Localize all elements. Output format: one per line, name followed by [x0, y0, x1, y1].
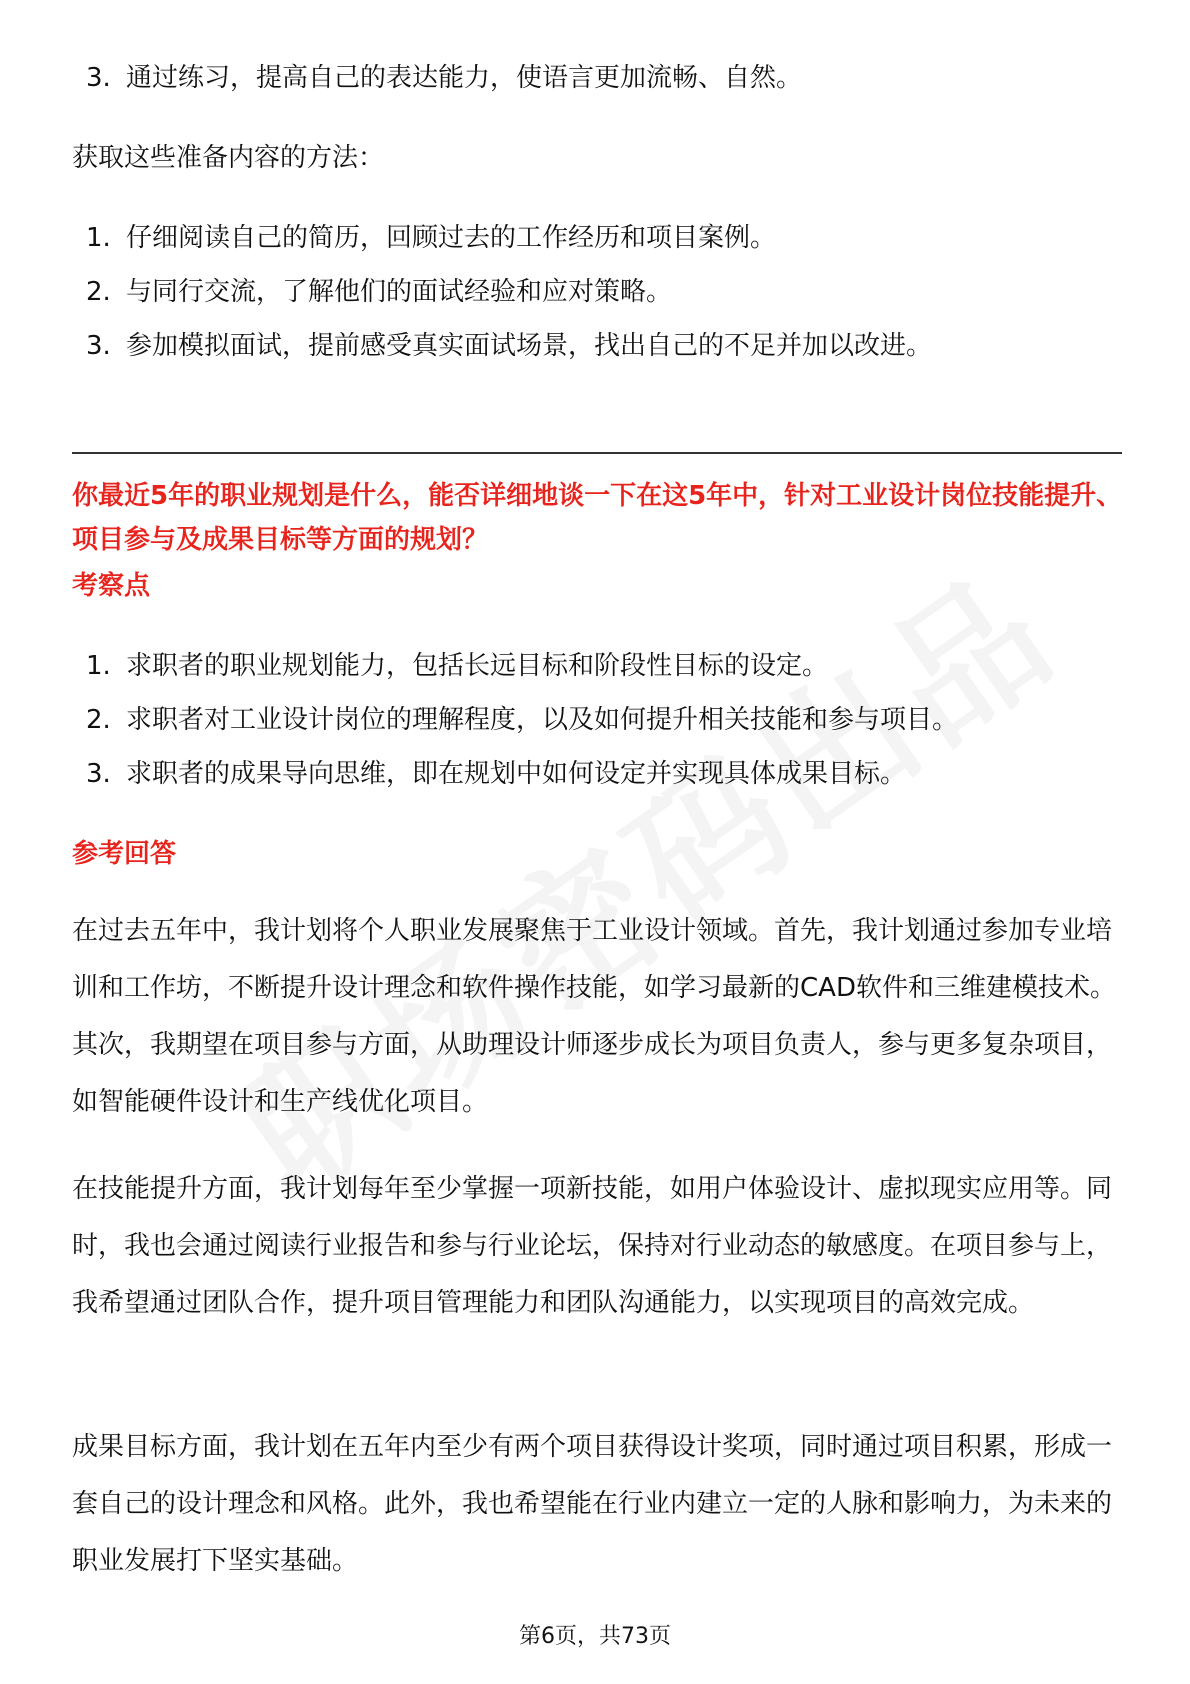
list-number: 1. — [86, 223, 111, 253]
list-text: 仔细阅读自己的简历，回顾过去的工作经历和项目案例。 — [126, 223, 777, 253]
interview-question: 你最近5年的职业规划是什么，能否详细地谈一下在这5年中，针对工业设计岗位技能提升、项目参与及成果目标等方面的规划？ — [72, 481, 1123, 555]
list-item — [86, 754, 1126, 794]
answer-paragraph: 在过去五年中，我计划将个人职业发展聚焦于工业设计领域。首先，我计划通过参加专业培训和工作坊，不断提升设计理念和软件操作技能，如学习最新的CAD软件和三维建模技术。其次，我期望在项目参与方面，从助理设计师逐步成长为项目负责人，参与更多复杂项目，如智能硬件设计和生产线优化项目。 — [72, 916, 1116, 1117]
list-item — [86, 646, 1126, 686]
list-text: 通过练习，提高自己的表达能力，使语言更加流畅、自然。 — [126, 63, 803, 93]
list-item — [86, 272, 1126, 312]
answer-paragraph: 成果目标方面，我计划在五年内至少有两个项目获得设计奖项，同时通过项目积累，形成一套自己的设计理念和风格。此外，我也希望能在行业内建立一定的人脉和影响力，为未来的职业发展打下坚实基础。 — [72, 1432, 1113, 1576]
list-item — [86, 218, 1126, 258]
section-divider — [72, 452, 1122, 454]
list-number: 2. — [86, 277, 111, 307]
list-text: 求职者对工业设计岗位的理解程度，以及如何提升相关技能和参与项目。 — [126, 705, 959, 735]
list-item — [86, 326, 1126, 366]
list-number: 3. — [86, 63, 111, 93]
answer-heading: 参考回答 — [72, 839, 177, 869]
list-item — [86, 700, 1126, 740]
methods-heading: 获取这些准备内容的方法： — [72, 143, 385, 173]
list-number: 3. — [86, 759, 111, 789]
list-number: 2. — [86, 705, 111, 735]
list-item — [86, 58, 1126, 98]
list-number: 3. — [86, 331, 111, 361]
exam-points-heading: 考察点 — [72, 571, 151, 601]
list-text: 求职者的职业规划能力，包括长远目标和阶段性目标的设定。 — [126, 651, 829, 681]
list-text: 与同行交流，了解他们的面试经验和应对策略。 — [126, 277, 673, 307]
answer-paragraph: 在技能提升方面，我计划每年至少掌握一项新技能，如用户体验设计、虚拟现实应用等。同时，我也会通过阅读行业报告和参与行业论坛，保持对行业动态的敏感度。在项目参与上，我希望通过团队合作，提升项目管理能力和团队沟通能力，以实现项目的高效完成。 — [72, 1174, 1113, 1318]
list-number: 1. — [86, 651, 111, 681]
list-text: 求职者的成果导向思维，即在规划中如何设定并实现具体成果目标。 — [126, 759, 907, 789]
page-number: 第6页，共73页 — [519, 1624, 671, 1649]
list-text: 参加模拟面试，提前感受真实面试场景，找出自己的不足并加以改进。 — [126, 331, 933, 361]
